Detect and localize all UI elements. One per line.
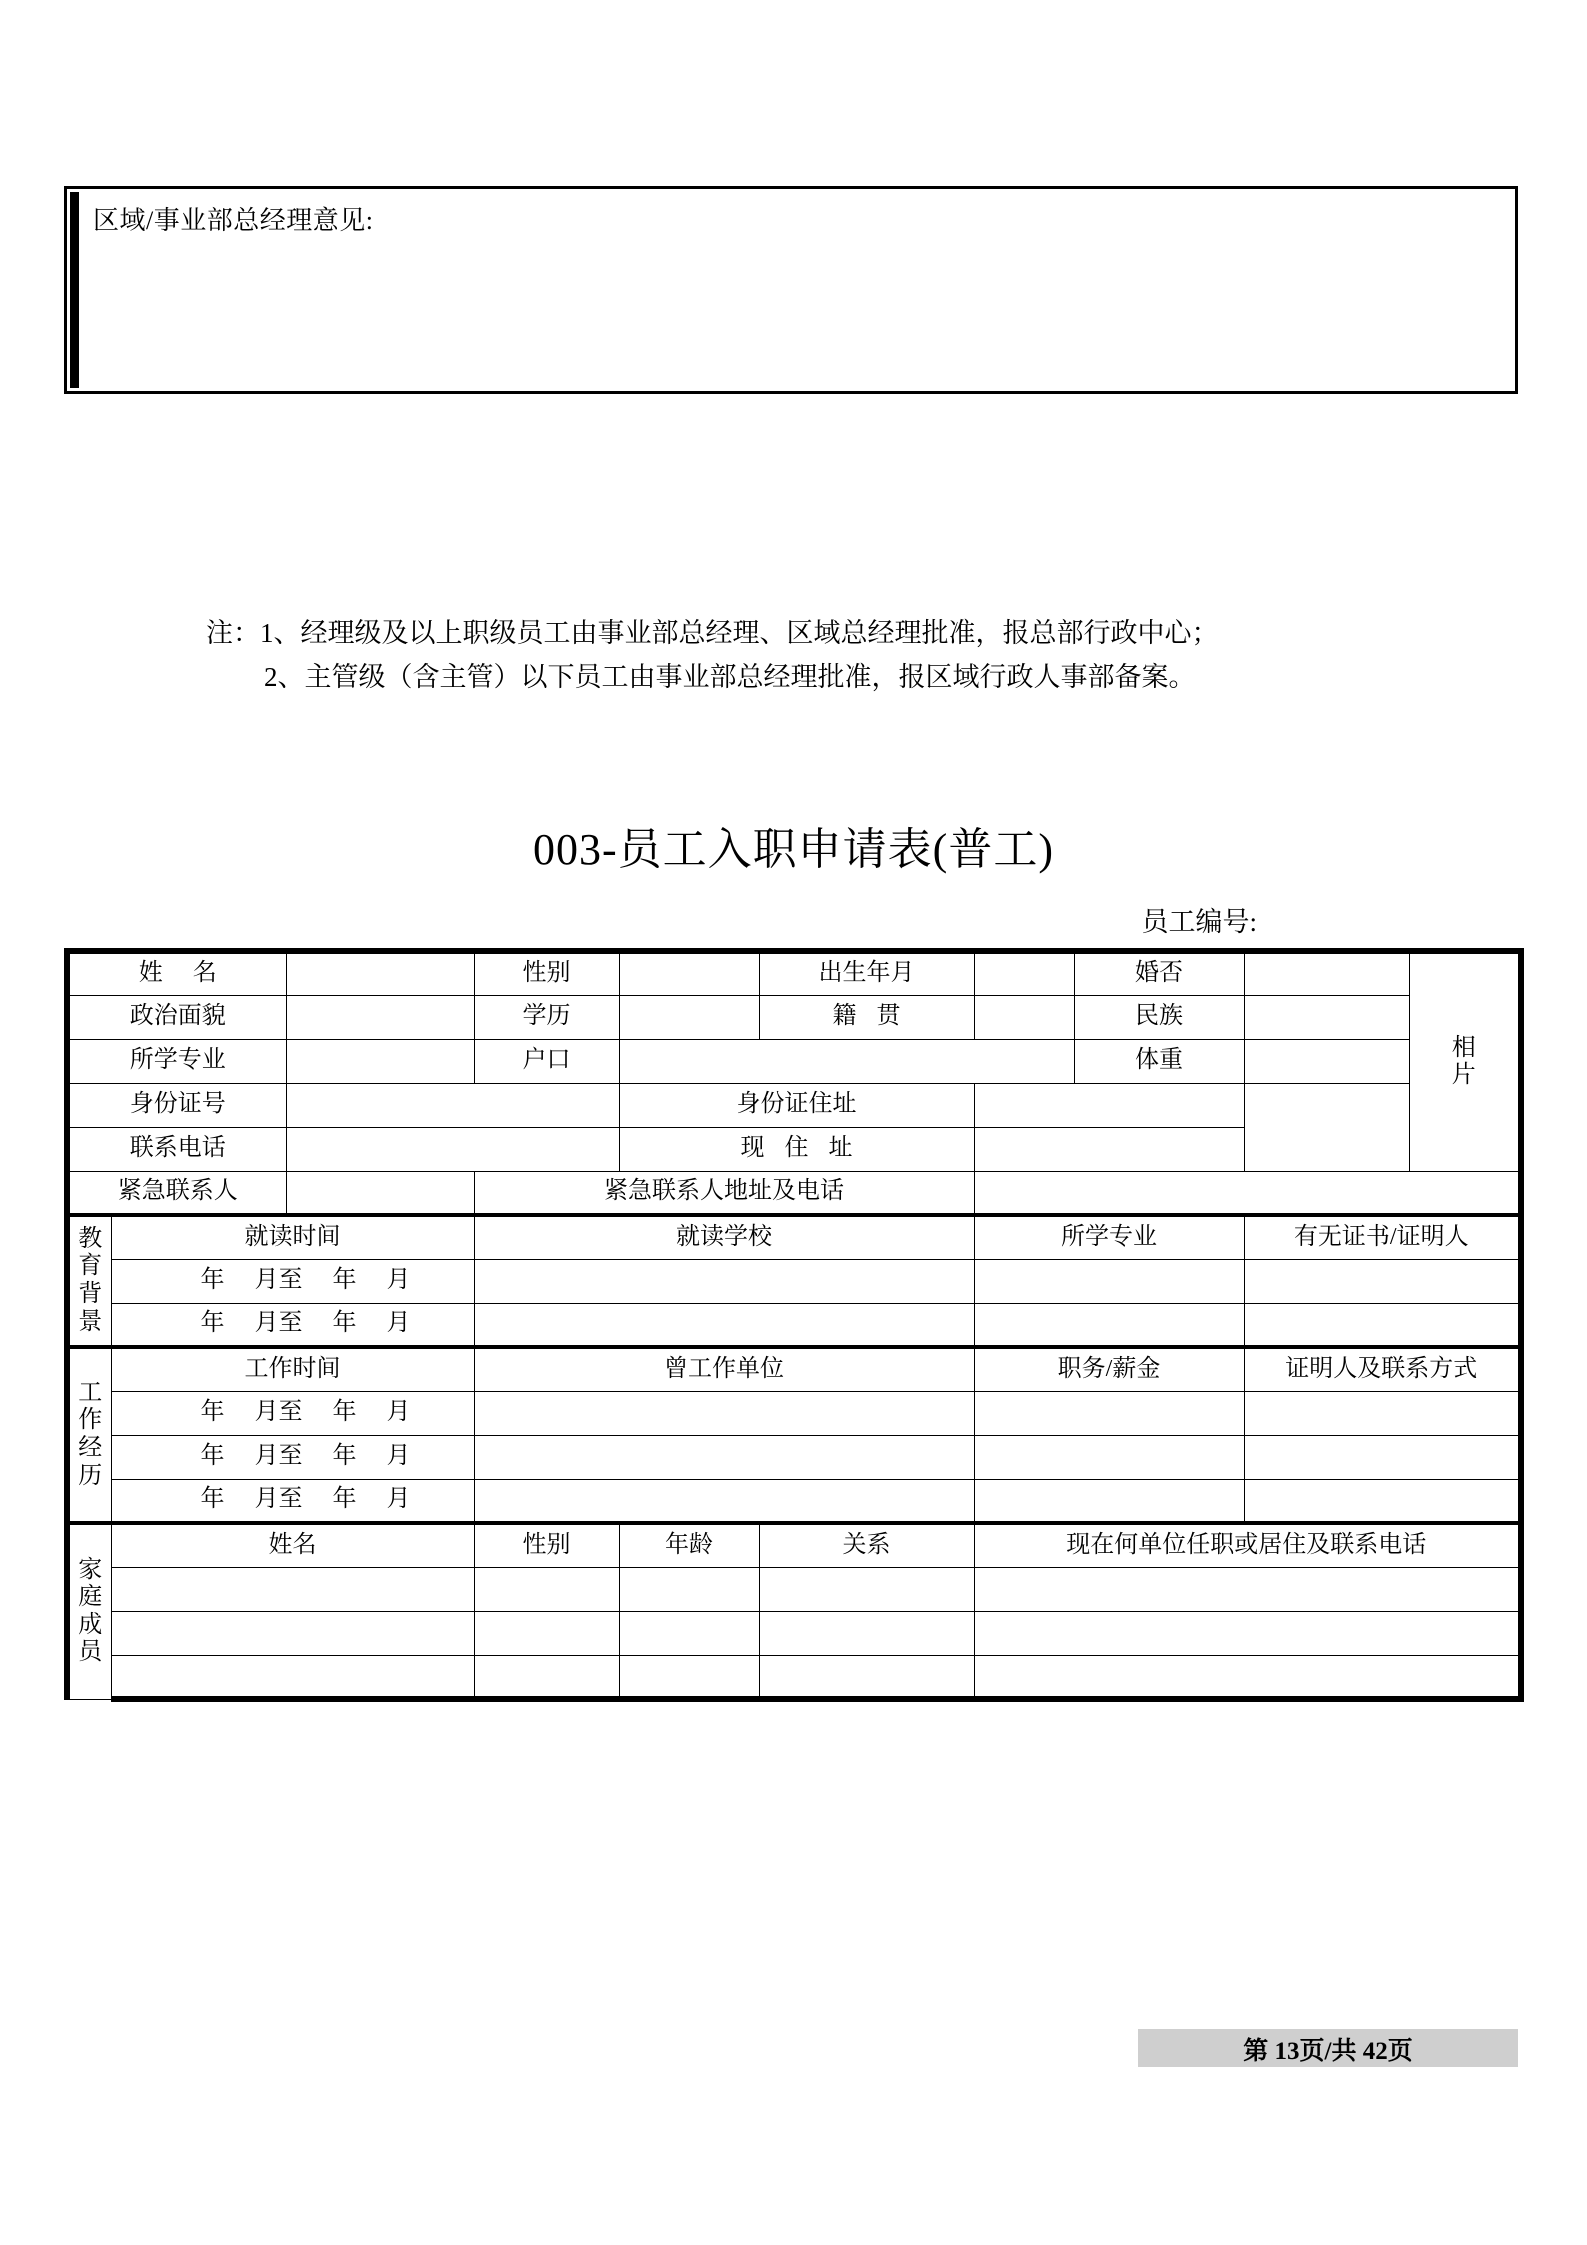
family-data-row — [67, 1611, 1521, 1655]
work-row-2-company[interactable] — [474, 1435, 974, 1479]
cell-emergency-contact-value[interactable] — [286, 1171, 474, 1215]
family-header-row — [67, 1523, 1521, 1567]
work-row-1-position[interactable] — [974, 1391, 1244, 1435]
family-row-3-name[interactable] — [111, 1655, 474, 1699]
education-side-char-1: 育 — [78, 1253, 103, 1280]
family-row-2-relation[interactable] — [759, 1611, 974, 1655]
education-side-char-0: 教 — [78, 1225, 103, 1252]
work-r3-month1: 月至 — [254, 1486, 303, 1513]
cell-political-label: 政治面貌 — [67, 995, 286, 1039]
employee-application-table — [64, 948, 1524, 1702]
cell-ethnicity-value[interactable] — [1244, 995, 1409, 1039]
family-header-relation: 关系 — [759, 1523, 974, 1567]
cell-gender-label: 性别 — [474, 951, 619, 995]
note-line-2: 2、主管级（含主管）以下员工由事业部总经理批准，报区域行政人事部备案。 — [264, 662, 1196, 692]
work-r3-month2: 月 — [386, 1486, 411, 1513]
education-row-2-time[interactable] — [111, 1303, 474, 1347]
family-row-1-relation[interactable] — [759, 1567, 974, 1611]
work-r3-year2: 年 — [332, 1486, 357, 1513]
cell-current-address-label: 现 住 址 — [619, 1127, 974, 1171]
cell-native-place-label: 籍 贯 — [759, 995, 974, 1039]
work-r2-year1: 年 — [200, 1443, 225, 1470]
table-row-phone — [67, 1127, 1521, 1171]
work-row-3-company[interactable] — [474, 1479, 974, 1523]
table-row-emergency — [67, 1171, 1521, 1215]
family-row-1-gender[interactable] — [474, 1567, 619, 1611]
cell-phone-value[interactable] — [286, 1127, 619, 1171]
page-number: 第 13页/共 42页 — [1243, 2038, 1413, 2065]
cell-name-value[interactable] — [286, 951, 474, 995]
education-side-char-3: 景 — [78, 1308, 103, 1335]
family-row-2-name[interactable] — [111, 1611, 474, 1655]
work-side-char-2: 经 — [78, 1435, 103, 1461]
work-row-1-company[interactable] — [474, 1391, 974, 1435]
work-row-3-time[interactable] — [111, 1479, 474, 1523]
cell-name-label: 姓 名 — [67, 951, 286, 995]
cell-emergency-address-label: 紧急联系人地址及电话 — [474, 1171, 974, 1215]
edu-r2-year2: 年 — [332, 1310, 357, 1337]
family-side-char-3: 员 — [78, 1639, 103, 1666]
work-row-3-position[interactable] — [974, 1479, 1244, 1523]
note-line-1: 注：1、经理级及以上职级员工由事业部总经理、区域总经理批准，报总部行政中心； — [206, 618, 1219, 648]
work-r2-month1: 月至 — [254, 1443, 303, 1470]
cell-birth-label: 出生年月 — [759, 951, 974, 995]
work-row-2-reference[interactable] — [1244, 1435, 1521, 1479]
work-side-char-1: 作 — [78, 1407, 103, 1434]
education-header-row — [67, 1215, 1521, 1259]
family-data-row — [67, 1655, 1521, 1699]
work-row-1-time[interactable] — [111, 1391, 474, 1435]
edu-r1-month2: 月 — [386, 1267, 411, 1294]
work-r1-year1: 年 — [200, 1399, 225, 1426]
family-header-gender: 性别 — [474, 1523, 619, 1567]
photo-label-char-1: 相 — [1451, 1034, 1476, 1061]
education-side-label — [67, 1215, 111, 1347]
education-row-2-certificate[interactable] — [1244, 1303, 1521, 1347]
cell-household-label: 户口 — [474, 1039, 619, 1083]
cell-gender-value[interactable] — [619, 951, 759, 995]
work-header-time: 工作时间 — [111, 1347, 474, 1391]
photo-label-char-2: 片 — [1451, 1062, 1476, 1089]
education-header-school: 就读学校 — [474, 1215, 974, 1259]
cell-native-place-value[interactable] — [974, 995, 1074, 1039]
edu-r2-month1: 月至 — [254, 1310, 303, 1337]
page-title: 003-员工入职申请表(普工) — [533, 825, 1054, 874]
work-header-position-salary: 职务/薪金 — [974, 1347, 1244, 1391]
education-data-row — [67, 1259, 1521, 1303]
family-row-2-age[interactable] — [619, 1611, 759, 1655]
cell-id-address-label: 身份证住址 — [619, 1083, 974, 1127]
work-r2-year2: 年 — [332, 1443, 357, 1470]
family-row-3-gender[interactable] — [474, 1655, 619, 1699]
employee-number-label: 员工编号: — [1141, 907, 1257, 937]
cell-emergency-contact-label: 紧急联系人 — [67, 1171, 286, 1215]
family-header-age: 年龄 — [619, 1523, 759, 1567]
work-row-2-time[interactable] — [111, 1435, 474, 1479]
education-header-major: 所学专业 — [974, 1215, 1244, 1259]
cell-marital-label: 婚否 — [1074, 951, 1244, 995]
education-data-row — [67, 1303, 1521, 1347]
education-header-time: 就读时间 — [111, 1215, 474, 1259]
work-side-label — [67, 1347, 111, 1523]
cell-marital-value[interactable] — [1244, 951, 1409, 995]
cell-current-address-value[interactable] — [974, 1127, 1244, 1171]
education-side-char-2: 背 — [78, 1281, 103, 1307]
work-r1-month1: 月至 — [254, 1399, 303, 1426]
edu-r2-month2: 月 — [386, 1310, 411, 1337]
family-side-char-1: 庭 — [78, 1584, 103, 1611]
cell-education-label: 学历 — [474, 995, 619, 1039]
cell-major-label: 所学专业 — [67, 1039, 286, 1083]
manager-comment-box — [64, 186, 1518, 394]
cell-political-value[interactable] — [286, 995, 474, 1039]
work-row-2-position[interactable] — [974, 1435, 1244, 1479]
table-row-name — [67, 951, 1521, 995]
work-r1-month2: 月 — [386, 1399, 411, 1426]
education-row-1-time[interactable] — [111, 1259, 474, 1303]
family-header-employer: 现在何单位任职或居住及联系电话 — [974, 1523, 1521, 1567]
family-header-name: 姓名 — [111, 1523, 474, 1567]
cell-weight-value[interactable] — [1244, 1039, 1409, 1083]
notes-block — [206, 611, 1406, 699]
work-data-row — [67, 1479, 1521, 1523]
work-side-char-3: 历 — [78, 1462, 103, 1489]
work-data-row — [67, 1435, 1521, 1479]
work-data-row — [67, 1391, 1521, 1435]
family-row-3-age[interactable] — [619, 1655, 759, 1699]
work-r3-year1: 年 — [200, 1486, 225, 1513]
work-r1-year2: 年 — [332, 1399, 357, 1426]
cell-photo[interactable] — [1409, 951, 1521, 1171]
work-row-3-reference[interactable] — [1244, 1479, 1521, 1523]
family-data-row — [67, 1567, 1521, 1611]
edu-r1-year1: 年 — [200, 1267, 225, 1294]
family-side-label — [67, 1523, 111, 1699]
education-row-1-certificate[interactable] — [1244, 1259, 1521, 1303]
cell-weight-label: 体重 — [1074, 1039, 1244, 1083]
family-row-1-name[interactable] — [111, 1567, 474, 1611]
family-row-3-employer[interactable] — [974, 1655, 1521, 1699]
cell-id-number-value[interactable] — [286, 1083, 619, 1127]
work-header-reference: 证明人及联系方式 — [1244, 1347, 1521, 1391]
table-row-political — [67, 995, 1521, 1039]
cell-id-number-label: 身份证号 — [67, 1083, 286, 1127]
cell-major-value[interactable] — [286, 1039, 474, 1083]
work-row-1-reference[interactable] — [1244, 1391, 1521, 1435]
cell-phone-label: 联系电话 — [67, 1127, 286, 1171]
family-row-1-employer[interactable] — [974, 1567, 1521, 1611]
education-row-2-major[interactable] — [974, 1303, 1244, 1347]
manager-comment-label: 区域/事业部总经理意见: — [93, 206, 374, 235]
education-row-1-major[interactable] — [974, 1259, 1244, 1303]
family-row-3-relation[interactable] — [759, 1655, 974, 1699]
table-row-id-number — [67, 1083, 1521, 1127]
cell-birth-value[interactable] — [974, 951, 1074, 995]
cell-household-value[interactable] — [619, 1039, 1074, 1083]
edu-r1-year2: 年 — [332, 1267, 357, 1294]
edu-r2-year1: 年 — [200, 1310, 225, 1337]
cell-education-value[interactable] — [619, 995, 759, 1039]
family-side-char-0: 家 — [78, 1556, 103, 1583]
family-side-char-2: 成 — [78, 1611, 103, 1638]
family-row-2-employer[interactable] — [974, 1611, 1521, 1655]
work-header-company: 曾工作单位 — [474, 1347, 974, 1391]
family-row-1-age[interactable] — [619, 1567, 759, 1611]
cell-ethnicity-label: 民族 — [1074, 995, 1244, 1039]
cell-emergency-address-value[interactable] — [974, 1171, 1521, 1215]
education-row-1-school[interactable] — [474, 1259, 974, 1303]
education-header-certificate: 有无证书/证明人 — [1244, 1215, 1521, 1259]
work-r2-month2: 月 — [386, 1443, 411, 1470]
table-row-major — [67, 1039, 1521, 1083]
work-side-char-0: 工 — [78, 1379, 103, 1406]
edu-r1-month1: 月至 — [254, 1267, 303, 1294]
family-row-2-gender[interactable] — [474, 1611, 619, 1655]
cell-id-address-value[interactable] — [974, 1083, 1244, 1127]
education-row-2-school[interactable] — [474, 1303, 974, 1347]
work-header-row — [67, 1347, 1521, 1391]
